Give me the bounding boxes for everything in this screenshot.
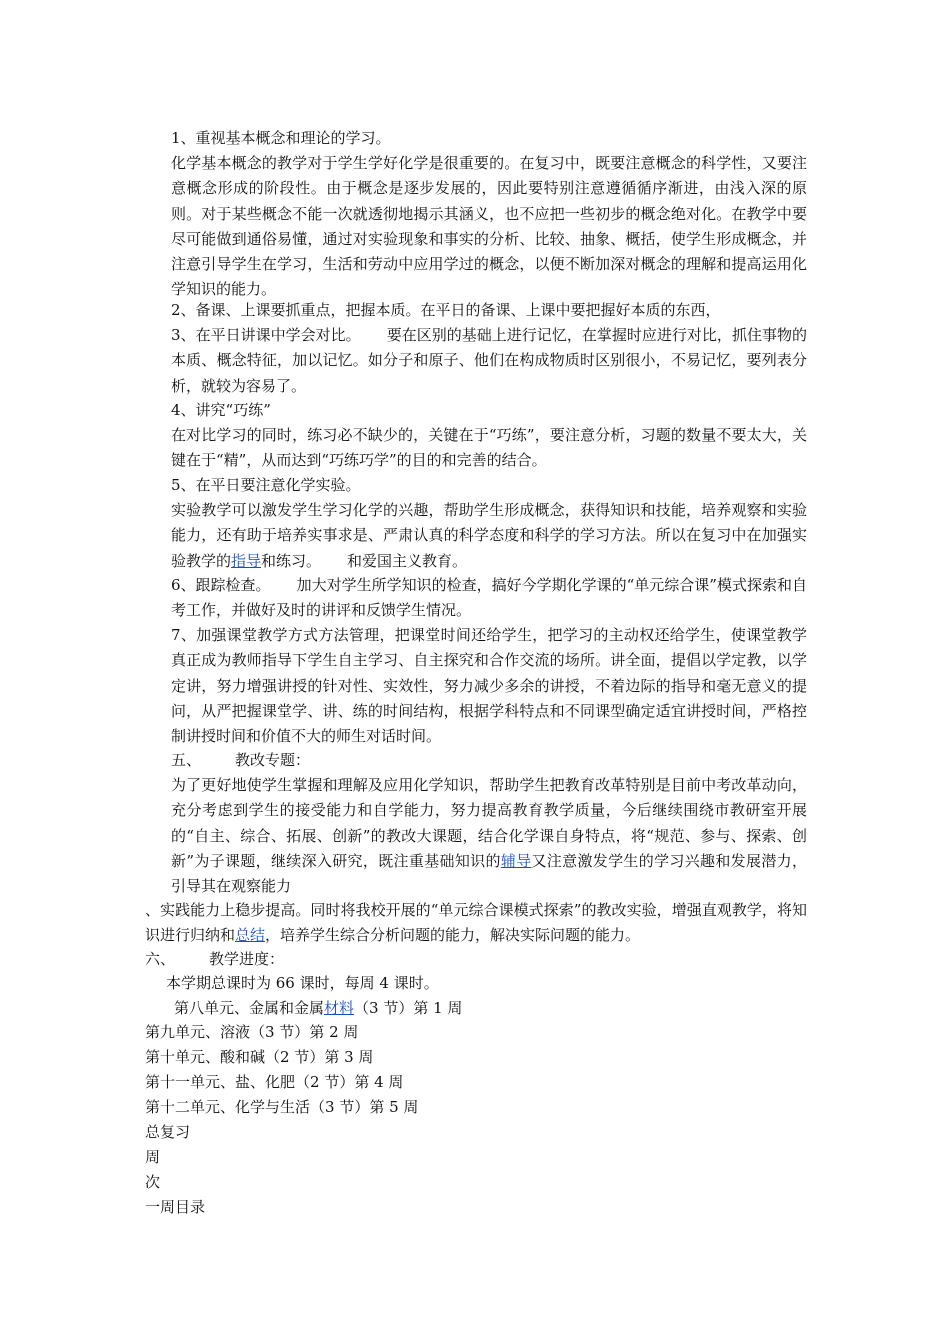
- schedule-unit-10: 第十单元、酸和碱（2 节）第 3 周: [145, 1048, 374, 1066]
- experiment-text: 实验教学可以激发学生学习化学的兴趣，帮助学生形成概念，获得知识和技能，培养观察和实验能力，还有助于培养实事求是、严肃认真的科学态度和科学的学习方法。所以在复习中在加强实验教学的: [171, 501, 807, 570]
- item-6-heading: 6、跟踪检查。: [171, 576, 271, 594]
- schedule-review: 总复习: [145, 1123, 191, 1141]
- schedule-week: 周: [145, 1148, 161, 1166]
- item-3-body: 要在区别的基础上进行记忆，在掌握时应进行对比，抓住事物的本质、概念特征，加以记忆。如分子和原子、他们在构成物质时区别很小，不易记忆，要列表分析，就较为容易了。: [171, 326, 807, 395]
- section-5-number: 五、: [171, 751, 202, 769]
- schedule-unit-12: 第十二单元、化学与生活（3 节）第 5 周: [145, 1098, 419, 1116]
- unit-8-text-2: （3 节）第 1 周: [354, 999, 463, 1017]
- reform-continuation: [145, 898, 807, 949]
- reform-text-2: 又注意激发学生的学习兴趣和发展潜力，引导其在观察能力: [171, 851, 807, 896]
- item-6-body: 加大对学生所学知识的检查，搞好今学期化学课的“单元综合课”模式探索和自考工作，并做好及时的讲评和反馈学生情况。: [171, 576, 807, 620]
- schedule-unit-9: 第九单元、溶液（3 节）第 2 周: [145, 1023, 359, 1041]
- section-5-title: 教改专题：: [235, 751, 311, 769]
- section-5-heading: [171, 748, 807, 773]
- experiment-paragraph: [171, 498, 807, 574]
- unit-8-text: 第八单元、金属和金属: [174, 999, 325, 1017]
- schedule-toc: 一周目录: [145, 1198, 206, 1216]
- schedule-unit-8: [174, 996, 462, 1020]
- guidance-link[interactable]: 指导: [231, 551, 262, 570]
- item-7-paragraph: 7、加强课堂教学方式方法管理，把课堂时间还给学生，把学习的主动权还给学生，使课堂教学真正成为教师指导下学生自主学习、自主探究和合作交流的场所。讲全面，提倡以学定教，以学定讲，努力增强讲授的针对性、实效性，努力减少多余的讲授，不着边际的指导和毫无意义的提问，从严把握课堂学、讲、练的时间结构，根据学科特点和不同课型确定适宜讲授时间，严格控制讲授时间和价值不大的师生对话时间。: [171, 626, 807, 746]
- item-1-heading: 1、重视基本概念和理论的学习。: [171, 129, 391, 147]
- reform-paragraph: [171, 773, 807, 899]
- materials-link[interactable]: 材料: [324, 999, 355, 1017]
- item-4-heading: 4、讲究“巧练”: [171, 401, 271, 419]
- reform-text-3: 、实践能力上稳步提高。同时将我校开展的“单元综合课模式探索”的教改实验，增强直观教学，将知识进行归纳和: [145, 901, 807, 945]
- item-5-heading: 5、在平日要注意化学实验。: [171, 476, 361, 494]
- section-6-title: 教学进度：: [209, 950, 285, 968]
- concept-paragraph: 化学基本概念的教学对于学生学好化学是很重要的。在复习中，既要注意概念的科学性，又要注意概念形成的阶段性。由于概念是逐步发展的，因此要特别注意遵循循序渐进，由浅入深的原则。对于某些概念不能一次就透彻地揭示其涵义，也不应把一些初步的概念绝对化。在教学中要尽可能做到通俗易懂，通过对实验现象和事实的分析、比较、抽象、概括，使学生形成概念，并注意引导学生在学习，生活和劳动中应用学过的概念，以便不断加深对概念的理解和提高运用化学知识的能力。: [171, 154, 807, 299]
- item-3-paragraph: [171, 323, 807, 399]
- schedule-unit-11: 第十一单元、盐、化肥（2 节）第 4 周: [145, 1073, 404, 1091]
- item-6-paragraph: [171, 573, 807, 624]
- item-2-heading: 2、备课、上课要抓重点，把握本质。在平日的备课、上课中要把握好本质的东西，: [171, 301, 721, 319]
- section-6-heading: [145, 947, 284, 971]
- experiment-text-3: 和爱国主义教育。: [347, 551, 468, 570]
- section-6-number: 六、: [145, 950, 176, 968]
- tutoring-link[interactable]: 辅导: [500, 851, 532, 870]
- reform-text-4: ，培养学生综合分析问题的能力，解决实际问题的能力。: [265, 926, 641, 945]
- experiment-text-2: 和练习。: [261, 551, 322, 570]
- total-hours: 本学期总课时为 66 课时，每周 4 课时。: [166, 974, 439, 992]
- practice-paragraph: 在对比学习的同时，练习必不缺少的，关键在于“巧练”，要注意分析，习题的数量不要太大，关键在于“精”，从而达到“巧练巧学”的目的和完善的结合。: [171, 426, 807, 470]
- summary-link[interactable]: 总结: [235, 926, 266, 945]
- reform-text: 为了更好地使学生掌握和理解及应用化学知识，帮助学生把教育改革特别是目前中考改革动向，充分考虑到学生的接受能力和自学能力，努力提高教育教学质量，今后继续围绕市教研室开展的“自主、综合、拓展、创新”的教改大课题，结合化学课自身特点，将“规范、参与、探索、创新”为子课题，继续深入研究，既注重基础知识的: [171, 776, 807, 870]
- item-3-heading: 3、在平日讲课中学会对比。: [171, 326, 361, 344]
- schedule-order: 次: [145, 1173, 161, 1191]
